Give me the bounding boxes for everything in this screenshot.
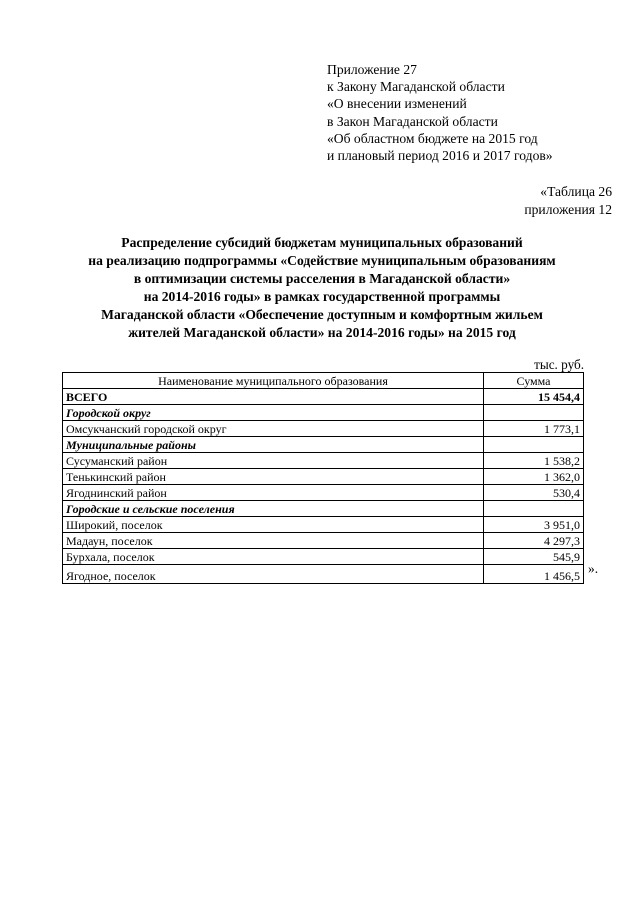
table-header-row xyxy=(63,373,584,389)
row-name-cell: Мадаун, поселок xyxy=(63,533,484,549)
table-row xyxy=(63,421,584,437)
row-name-cell: Бурхала, поселок xyxy=(63,549,484,565)
table-reference xyxy=(524,183,612,218)
table-row xyxy=(63,533,584,549)
title-line: на 2014-2016 годы» в рамках государственной программы xyxy=(143,288,501,304)
row-sum-cell: 3 951,0 xyxy=(484,517,584,533)
title-line: Распределение субсидий бюджетам муниципальных образований xyxy=(121,235,523,250)
row-name-cell: Ягоднинский район xyxy=(63,485,484,501)
annex-line: и плановый период 2016 и 2017 годов» xyxy=(327,148,553,164)
section-sum-cell xyxy=(484,501,584,517)
title-line: жителей Магаданской области» на 2014-2016 годы» на 2015 год xyxy=(128,324,516,340)
section-name-cell: Муниципальные районы xyxy=(63,437,484,453)
row-sum-cell: 545,9 xyxy=(484,549,584,565)
section-sum-cell xyxy=(484,437,584,453)
row-sum-cell: 530,4 xyxy=(484,485,584,501)
table-row xyxy=(63,549,584,565)
row-name-cell: Омсукчанский городской округ xyxy=(63,421,484,437)
document-title xyxy=(40,234,604,341)
table-row xyxy=(63,565,584,584)
table-row xyxy=(63,485,584,501)
annex-line: «Об областном бюджете на 2015 год xyxy=(327,130,538,146)
header-name-cell: Наименование муниципального образования xyxy=(63,373,484,389)
annex-line: к Закону Магаданской области xyxy=(327,79,505,95)
row-name-cell: Сусуманский район xyxy=(63,453,484,469)
closing-quote-mark: ». xyxy=(588,561,599,576)
section-name-cell: Городские и сельские поселения xyxy=(63,501,484,517)
annex-line: «О внесении изменений xyxy=(327,96,467,112)
subsidy-table xyxy=(62,372,584,584)
table-section-row xyxy=(63,437,584,453)
annex-line: Приложение 27 xyxy=(327,62,417,77)
units-label: тыс. руб. xyxy=(534,357,584,372)
table-section-row xyxy=(63,405,584,421)
table-row xyxy=(63,469,584,485)
table-row-total xyxy=(63,389,584,405)
row-sum-cell: 1 773,1 xyxy=(484,421,584,437)
row-sum-cell: 4 297,3 xyxy=(484,533,584,549)
section-name-cell: Городской округ xyxy=(63,405,484,421)
table-reference-line: приложения 12 xyxy=(524,201,612,217)
table-row xyxy=(63,517,584,533)
row-sum-cell: 1 456,5 xyxy=(484,565,584,584)
row-name-cell: ВСЕГО xyxy=(63,389,484,405)
title-line: в оптимизации системы расселения в Магаданской области» xyxy=(133,270,511,286)
table-row xyxy=(63,453,584,469)
annex-line: в Закон Магаданской области xyxy=(327,113,498,129)
annex-reference xyxy=(327,61,553,164)
header-sum-cell: Сумма xyxy=(484,373,584,389)
row-name-cell: Широкий, поселок xyxy=(63,517,484,533)
row-name-cell: Тенькинский район xyxy=(63,469,484,485)
row-name-cell: Ягодное, поселок xyxy=(63,565,484,584)
table-reference-line: «Таблица 26 xyxy=(540,184,612,199)
row-sum-cell: 1 362,0 xyxy=(484,469,584,485)
table-section-row xyxy=(63,501,584,517)
section-sum-cell xyxy=(484,405,584,421)
title-line: Магаданской области «Обеспечение доступным и комфортным жильем xyxy=(101,306,543,322)
row-sum-cell: 1 538,2 xyxy=(484,453,584,469)
row-sum-cell: 15 454,4 xyxy=(484,389,584,405)
title-line: на реализацию подпрограммы «Содействие муниципальным образованиям xyxy=(88,252,556,268)
